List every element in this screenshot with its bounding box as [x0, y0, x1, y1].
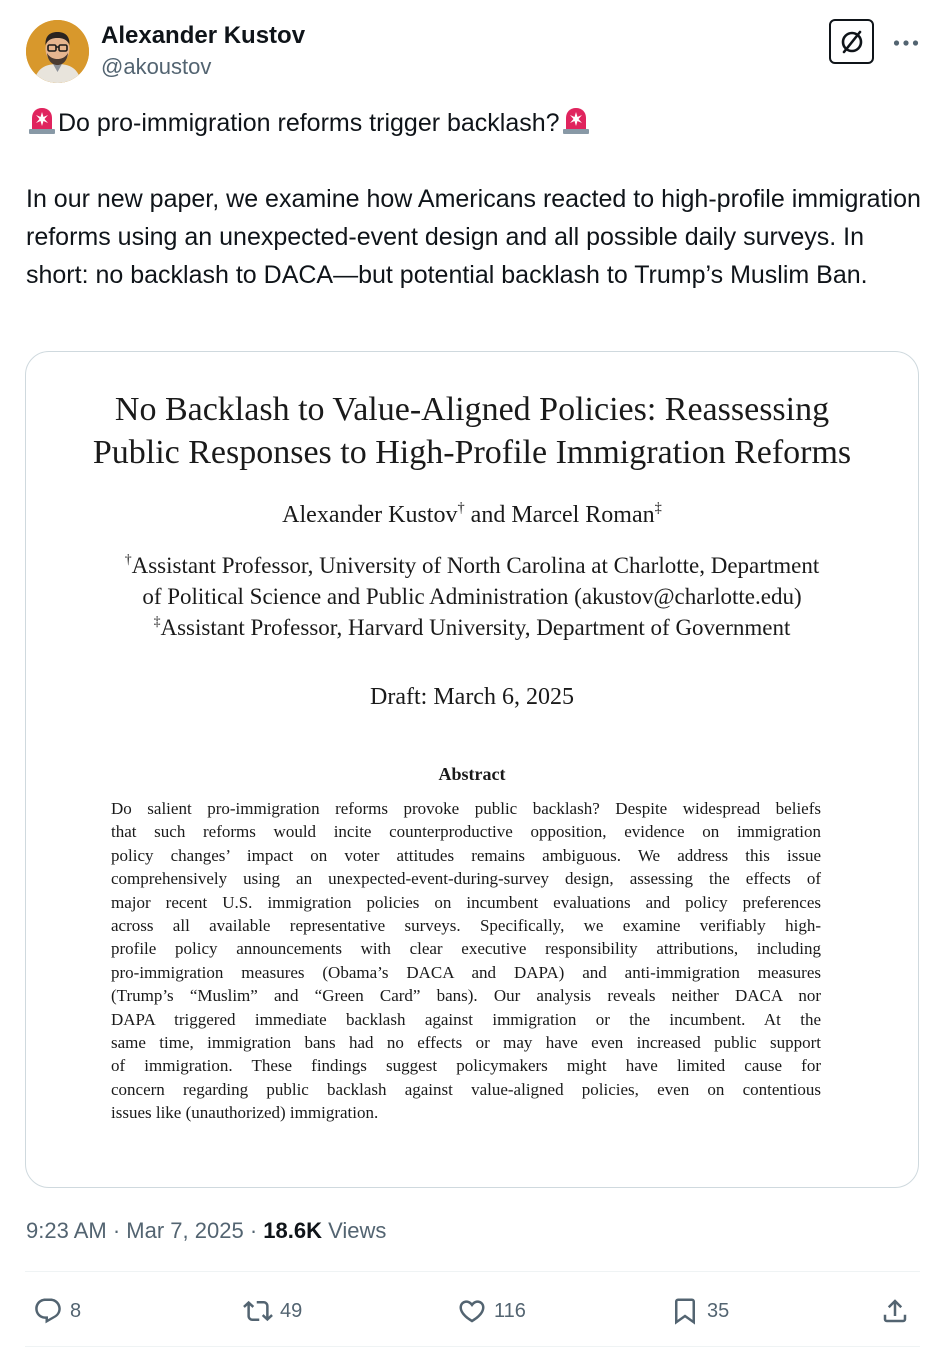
media-card[interactable]: [25, 351, 919, 1188]
ellipsis-icon: [893, 39, 919, 47]
slashed-circle-icon: [838, 28, 866, 56]
affiliation-line: Assistant Professor, Harvard University, Department of Government: [160, 615, 791, 640]
handle[interactable]: @akoustov: [101, 54, 212, 79]
meta-separator: ·: [249, 1218, 258, 1243]
paper-authors: [26, 500, 918, 530]
siren-icon: [560, 104, 592, 136]
divider: [25, 1346, 920, 1347]
abstract-body: [111, 797, 821, 1125]
grok-button[interactable]: [829, 19, 874, 64]
tweet-date[interactable]: Mar 7, 2025: [126, 1218, 244, 1243]
affiliation-line: of Political Science and Public Administration (akustov@charlotte.edu): [142, 584, 802, 609]
meta-separator: ·: [112, 1218, 121, 1243]
abstract-line: DAPA triggered immediate backlash against immigration or the incumbent. At the: [111, 1009, 821, 1029]
like-button[interactable]: [457, 1293, 526, 1329]
share-icon: [880, 1296, 910, 1326]
paper-title: [26, 388, 918, 474]
author-connector: and: [470, 502, 506, 528]
avatar[interactable]: [26, 20, 89, 83]
abstract-line: Do salient pro-immigration reforms provoke public backlash? Despite widespread beliefs: [111, 799, 821, 818]
double-dagger-mark: ‡: [153, 613, 161, 629]
views-label: Views: [328, 1218, 387, 1243]
paper-title-line: No Backlash to Value-Aligned Policies: Reassessing: [114, 391, 830, 428]
like-count: 116: [494, 1299, 526, 1322]
paper-author: Alexander Kustov: [282, 502, 458, 528]
abstract-line: same time, immigration bans had no effects or may have even increased public support: [111, 1033, 821, 1053]
abstract-line: comprehensively using an unexpected-event-during-survey design, assessing the effects of: [111, 869, 821, 889]
abstract-line: major recent U.S. immigration policies on incumbent evaluations and policy preferences: [111, 892, 821, 912]
abstract-line: policy changes’ impact on voter attitudes remains ambiguous. We address this issue: [111, 845, 821, 865]
paper-title-line: Public Responses to High-Profile Immigration Reforms: [92, 434, 852, 471]
abstract-line: pro-immigration measures (Obama’s DACA and DAPA) and anti-immigration measures: [111, 962, 821, 982]
abstract-line: that such reforms would incite counterproductive opposition, evidence on immigration: [111, 822, 821, 842]
reply-icon: [33, 1296, 63, 1326]
repost-icon: [243, 1296, 273, 1326]
repost-count: 49: [280, 1299, 303, 1322]
share-button[interactable]: [880, 1293, 910, 1329]
abstract-heading: Abstract: [438, 764, 506, 784]
paper-affiliations: [26, 550, 918, 643]
paper-author: Marcel Roman: [511, 502, 655, 528]
repost-button[interactable]: [243, 1293, 302, 1329]
dagger-mark: †: [124, 551, 132, 567]
dagger-mark: †: [457, 499, 465, 516]
siren-icon: [26, 104, 58, 136]
reply-button[interactable]: [33, 1293, 81, 1329]
abstract-line: of immigration. These findings suggest policymakers might have limited cause for: [111, 1056, 821, 1076]
double-dagger-mark: ‡: [654, 499, 662, 516]
affiliation-line: Assistant Professor, University of North Carolina at Charlotte, Department: [131, 553, 820, 578]
abstract-line: profile policy announcements with clear executive responsibility attributions, including: [111, 939, 821, 959]
tweet-headline: [26, 104, 921, 142]
bookmark-icon: [670, 1296, 700, 1326]
views-count: 18.6K: [263, 1218, 322, 1243]
abstract-line: across all available representative surveys. Specifically, we examine verifiably high-: [111, 916, 821, 936]
abstract-line: (Trump’s “Muslim” and “Green Card” bans). Our analysis reveals neither DACA nor: [111, 986, 821, 1006]
bookmark-button[interactable]: [670, 1293, 729, 1329]
abstract-line: concern regarding public backlash against value-aligned policies, even on contentious: [111, 1079, 821, 1099]
abstract-line: issues like (unauthorized) immigration.: [111, 1103, 379, 1123]
more-button[interactable]: [886, 26, 926, 60]
display-name[interactable]: Alexander Kustov: [101, 22, 306, 49]
tweet-meta: [26, 1215, 386, 1247]
person-avatar-icon: [26, 20, 89, 83]
reply-count: 8: [70, 1299, 82, 1322]
divider: [25, 1271, 920, 1272]
tweet-body: In our new paper, we examine how Americans reacted to high-profile immigration reforms using an unexpected-event design and all possible daily surveys. In short: no backlash to DACA—but potential backlash to Trump’s Muslim Ban.: [26, 185, 921, 289]
headline-text: Do pro-immigration reforms trigger backlash?: [58, 109, 560, 137]
paper-draft-date: Draft: March 6, 2025: [370, 684, 574, 710]
tweet-text: [26, 104, 921, 294]
heart-icon: [457, 1296, 487, 1326]
tweet-time[interactable]: 9:23 AM: [26, 1218, 107, 1243]
bookmark-count: 35: [707, 1299, 730, 1322]
